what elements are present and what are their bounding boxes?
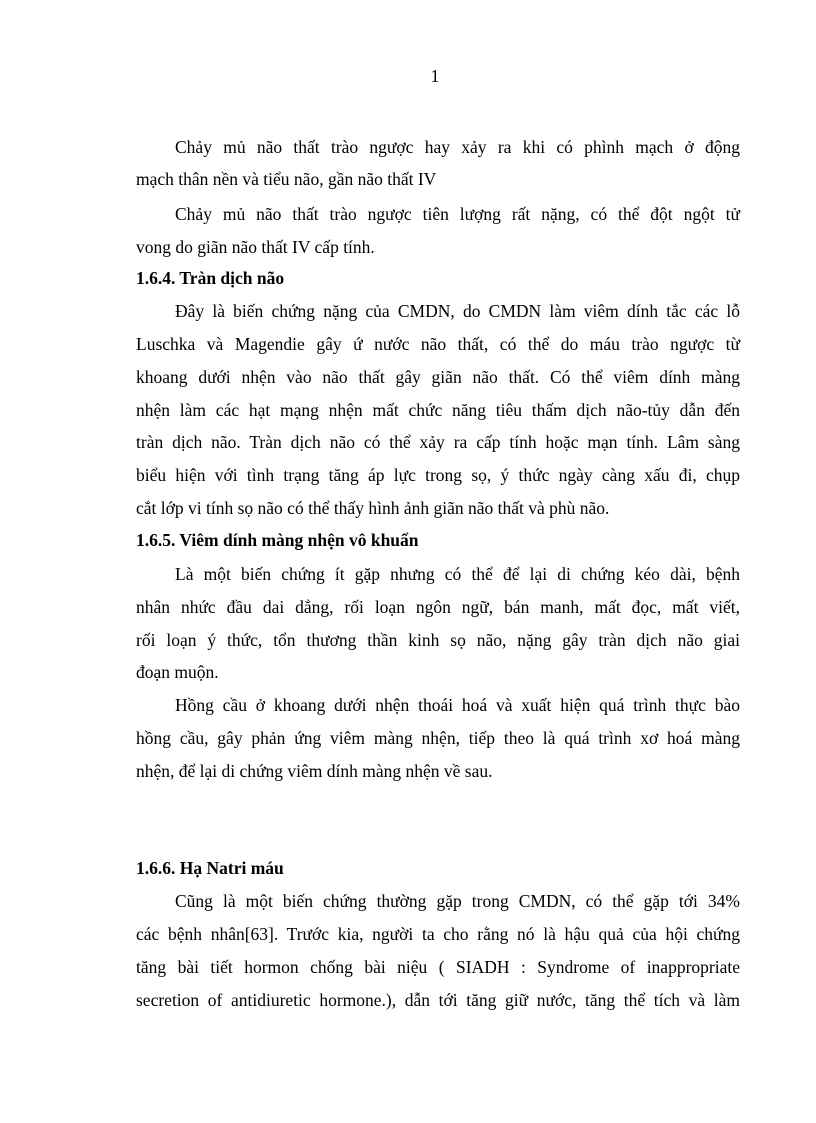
section-heading: 1.6.4. Tràn dịch não	[136, 268, 285, 288]
paragraph-line: cắt lớp vi tính sọ não có thể thấy hình ảnh giãn não thất và phù não.	[136, 498, 610, 518]
paragraph-line: nhân nhức đầu dai dẳng, rối loạn ngôn ngữ, bán manh, mất đọc, mất viết,	[136, 597, 740, 617]
paragraph-line: Cũng là một biến chứng thường gặp trong CMDN, có thể gặp tới 34%	[175, 891, 740, 911]
paragraph-line: Luschka và Magendie gây ứ nước não thất, có thể do máu trào ngược từ	[136, 334, 740, 354]
paragraph-line: biểu hiện với tình trạng tăng áp lực trong sọ, ý thức ngày càng xấu đi, chụp	[136, 465, 740, 485]
paragraph-line: Chảy mủ não thất trào ngược hay xảy ra khi có phình mạch ở động	[175, 137, 740, 157]
paragraph-line: Hồng cầu ở khoang dưới nhện thoái hoá và xuất hiện quá trình thực bào	[175, 695, 740, 715]
paragraph-line: đoạn muộn.	[136, 662, 219, 682]
paragraph-line: tràn dịch não. Tràn dịch não có thể xảy ra cấp tính hoặc mạn tính. Lâm sàng	[136, 432, 740, 452]
paragraph-line: khoang dưới nhện vào não thất gây giãn não thất. Có thể viêm dính màng	[136, 367, 740, 387]
paragraph-line: vong do giãn não thất IV cấp tính.	[136, 237, 375, 257]
paragraph-line: rối loạn ý thức, tổn thương thần kinh sọ não, nặng gây tràn dịch não giai	[136, 630, 740, 650]
section-heading: 1.6.6. Hạ Natri máu	[136, 858, 284, 878]
paragraph-line: tăng bài tiết hormon chống bài niệu ( SIADH : Syndrome of inappropriate	[136, 957, 740, 977]
paragraph-line: nhện làm các hạt mạng nhện mất chức năng tiêu thấm dịch não-tủy dẫn đến	[136, 400, 740, 420]
paragraph-line: Đây là biến chứng nặng của CMDN, do CMDN làm viêm dính tắc các lỗ	[175, 301, 740, 321]
paragraph-line: secretion of antidiuretic hormone.), dẫn tới tăng giữ nước, tăng thể tích và làm	[136, 990, 740, 1010]
paragraph-line: các bệnh nhân[63]. Trước kia, người ta cho rằng nó là hậu quả của hội chứng	[136, 924, 740, 944]
paragraph-line: mạch thân nền và tiểu não, gần não thất IV	[136, 169, 437, 189]
paragraph-line: Chảy mủ não thất trào ngược tiên lượng rất nặng, có thể đột ngột tử	[175, 204, 740, 224]
section-heading: 1.6.5. Viêm dính màng nhện vô khuẩn	[136, 530, 419, 550]
page-number: 1	[430, 66, 440, 86]
paragraph-line: hồng cầu, gây phản ứng viêm màng nhện, tiếp theo là quá trình xơ hoá màng	[136, 728, 740, 748]
paragraph-line: nhện, để lại di chứng viêm dính màng nhện về sau.	[136, 761, 493, 781]
paragraph-line: Là một biến chứng ít gặp nhưng có thể để lại di chứng kéo dài, bệnh	[175, 564, 740, 584]
